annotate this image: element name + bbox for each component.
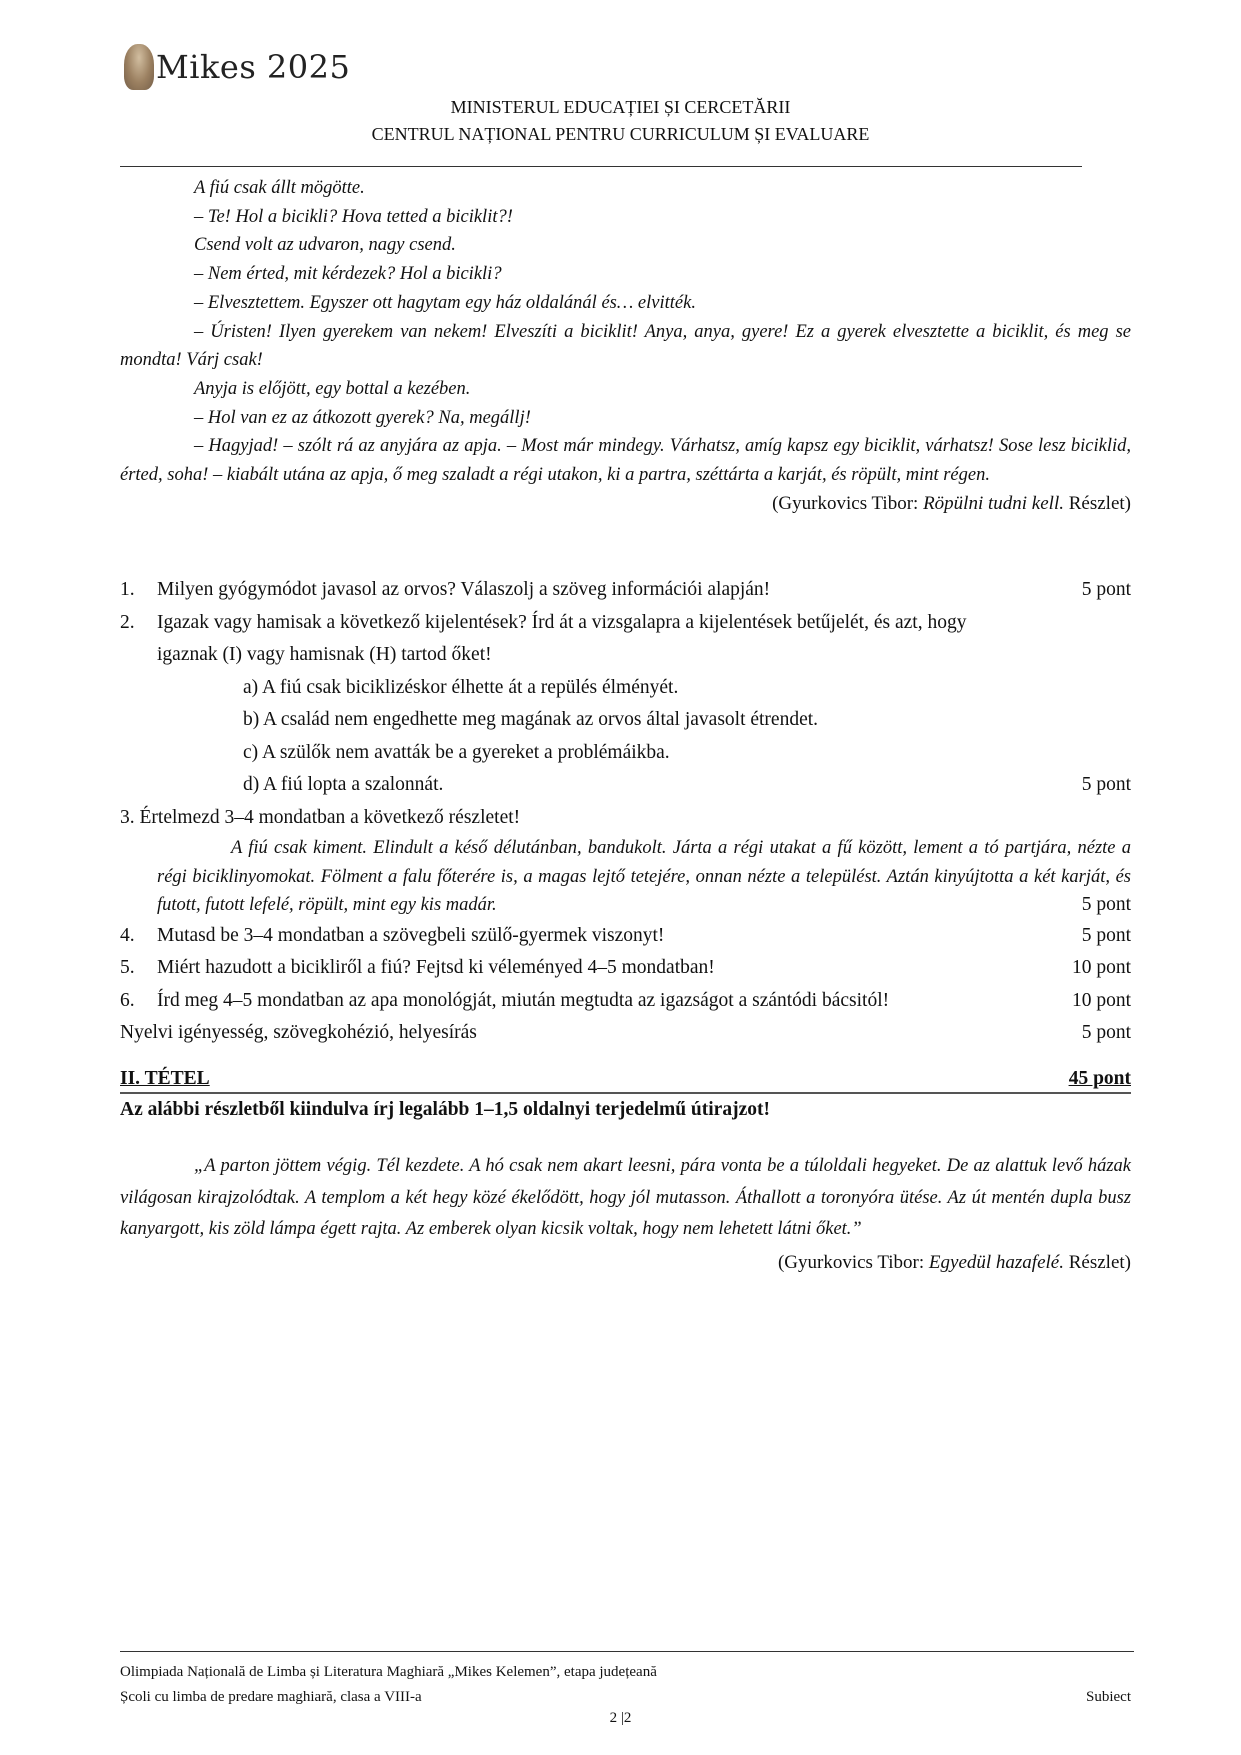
story-paragraph: A fiú csak állt mögötte. bbox=[194, 178, 365, 198]
question-text: Milyen gyógymódot javasol az orvos? Válaszolj a szöveg információi alapján! bbox=[157, 579, 771, 600]
footer bbox=[120, 1660, 1131, 1710]
question-3 bbox=[120, 802, 1131, 920]
story-excerpt bbox=[120, 174, 1131, 518]
question-4 bbox=[120, 920, 1131, 953]
questions-list bbox=[120, 574, 1131, 1050]
question-number: 1. bbox=[120, 579, 135, 600]
citation-title: Röpülni tudni kell. bbox=[923, 492, 1064, 514]
logo-text: Mikes 2025 bbox=[156, 48, 351, 86]
story-paragraph: – Hol van ez az átkozott gyerek? Na, megállj! bbox=[194, 407, 531, 428]
mikes-logo bbox=[124, 44, 350, 90]
story-paragraph: Anyja is előjött, egy bottal a kezében. bbox=[194, 378, 471, 399]
question-number: 2. bbox=[120, 611, 135, 633]
statement-item: c) A szülők nem avatták be a gyereket a problémáikba. bbox=[243, 741, 670, 763]
footer-olympiad: Olimpiada Națională de Limba și Literatura Maghiară „Mikes Kelemen”, etapa județeană bbox=[120, 1664, 657, 1680]
story-paragraph: – Te! Hol a bicikli? Hova tetted a biciklit?! bbox=[194, 206, 513, 227]
statement-item: a) A fiú csak biciklizéskor élhette át a repülés élményét. bbox=[243, 676, 679, 698]
citation-title: Egyedül hazafelé. bbox=[928, 1251, 1064, 1273]
citation-suffix: Részlet) bbox=[1063, 492, 1131, 514]
criteria-text: Nyelvi igényesség, szövegkohézió, helyesírás bbox=[120, 1022, 477, 1043]
section-title: II. TÉTEL bbox=[120, 1068, 210, 1089]
story-paragraph: – Nem érted, mit kérdezek? Hol a bicikli? bbox=[194, 264, 502, 285]
footer-schools: Școli cu limba de predare maghiară, clasa a VIII-a bbox=[120, 1689, 422, 1705]
question-3-quote bbox=[120, 834, 1131, 920]
question-text: Igazak vagy hamisak a következő kijelentések? Írd át a vizsgalapra a kijelentések betűjelét, és azt, hogy bbox=[157, 611, 967, 633]
question-number: 6. bbox=[120, 989, 135, 1011]
story-citation bbox=[120, 490, 1131, 519]
question-points: 5 pont bbox=[1081, 774, 1131, 795]
statement-item: d) A fiú lopta a szalonnát. bbox=[243, 774, 444, 795]
criteria-points: 5 pont bbox=[1081, 1022, 1131, 1043]
section-quote: „A parton jöttem végig. Tél kezdete. A hó csak nem akart leesni, pára vonta be a túloldali hegyeket. De az alattuk levő házak világosan kirajzolódtak. A templom a két hegy közé ékelődött, hogy jól mutasson. Áthallott a toronyóra ütése. Az út mentén dupla busz kanyargott, kis zöld lámpa égett rajta. Az emberek olyan kicsik voltak, hogy nem lehetett látni őket.” bbox=[120, 1156, 1131, 1240]
statement-item: b) A család nem engedhette meg magának az orvos által javasolt étrendet. bbox=[243, 709, 819, 730]
question-text: Mutasd be 3–4 mondatban a szövegbeli szülő-gyermek viszonyt! bbox=[157, 924, 665, 946]
page-number: 2 |2 bbox=[609, 1710, 632, 1726]
question-6 bbox=[120, 985, 1131, 1018]
story-paragraph: – Úristen! Ilyen gyerekem van nekem! Elveszíti a biciklit! Anya, anya, gyere! Ez a gyerek elvesztette a biciklit, és meg se mondta! Várj csak! bbox=[120, 321, 1131, 371]
language-criteria bbox=[120, 1017, 1131, 1050]
question-text: Írd meg 4–5 mondatban az apa monológját, miután megtudta az igazságot a szántódi bácsitól! bbox=[157, 989, 890, 1011]
section-2 bbox=[120, 1066, 1131, 1280]
question-1 bbox=[120, 574, 1131, 607]
story-paragraph: – Hagyjad! – szólt rá az anyjára az apja. – Most már mindegy. Várhatsz, amíg kapsz egy biciklit, várhatsz! Sose lesz biciklid, érted, soha! – kiabált utána az apja, ő meg szaladt a régi utakon, ki a partra, széttárta a karját, és röpült, mint régen. bbox=[120, 436, 1131, 486]
question-text: 3. Értelmezd 3–4 mondatban a következő részletet! bbox=[120, 806, 521, 828]
header-ministry: MINISTERUL EDUCAȚIEI ȘI CERCETĂRII bbox=[450, 97, 791, 117]
question-text: Miért hazudott a bicikliről a fiú? Fejtsd ki véleményed 4–5 mondatban! bbox=[157, 957, 715, 978]
section-instruction: Az alábbi részletből kiindulva írj legalább 1–1,5 oldalnyi terjedelmű útirajzot! bbox=[120, 1099, 770, 1120]
question-points: 5 pont bbox=[1081, 894, 1131, 915]
question-points: 10 pont bbox=[1071, 957, 1131, 978]
section-points: 45 pont bbox=[1068, 1068, 1131, 1089]
story-paragraph: – Elvesztettem. Egyszer ott hagytam egy ház oldalánál és… elvitték. bbox=[194, 292, 696, 313]
story-paragraph: Csend volt az udvaron, nagy csend. bbox=[194, 235, 456, 256]
footer-subject: Subiect bbox=[1086, 1689, 1131, 1705]
footer-divider bbox=[120, 1651, 1134, 1652]
question-number: 4. bbox=[120, 924, 135, 946]
portrait-icon bbox=[124, 44, 154, 90]
question-5 bbox=[120, 952, 1131, 985]
question-text-cont: igaznak (I) vagy hamisnak (H) tartod őket! bbox=[157, 644, 492, 665]
question-points: 5 pont bbox=[1081, 579, 1131, 600]
citation-author: (Gyurkovics Tibor: bbox=[772, 492, 924, 514]
quote-text: A fiú csak kiment. Elindult a késő délutánban, bandukolt. Járta a régi utakat a fű között, lement a tó partjára, nézte a régi biciklinyomokat. Fölment a falu főterére is, a magas lejtő tetejére, onnan nézte a települést. Aztán kinyújtotta a két karját, és futott, futott lefelé, röpült, mint egy kis madár. bbox=[157, 838, 1131, 915]
header-center: CENTRUL NAȚIONAL PENTRU CURRICULUM ȘI EVALUARE bbox=[371, 124, 870, 144]
question-points: 5 pont bbox=[1081, 924, 1131, 946]
question-2 bbox=[120, 607, 1131, 802]
citation-suffix: Részlet) bbox=[1063, 1251, 1131, 1273]
citation-author: (Gyurkovics Tibor: bbox=[777, 1251, 929, 1273]
question-number: 5. bbox=[120, 957, 135, 978]
section-2-header bbox=[120, 1066, 1131, 1094]
question-points: 10 pont bbox=[1071, 989, 1131, 1011]
section-citation bbox=[120, 1246, 1131, 1280]
header-divider bbox=[120, 166, 1082, 167]
